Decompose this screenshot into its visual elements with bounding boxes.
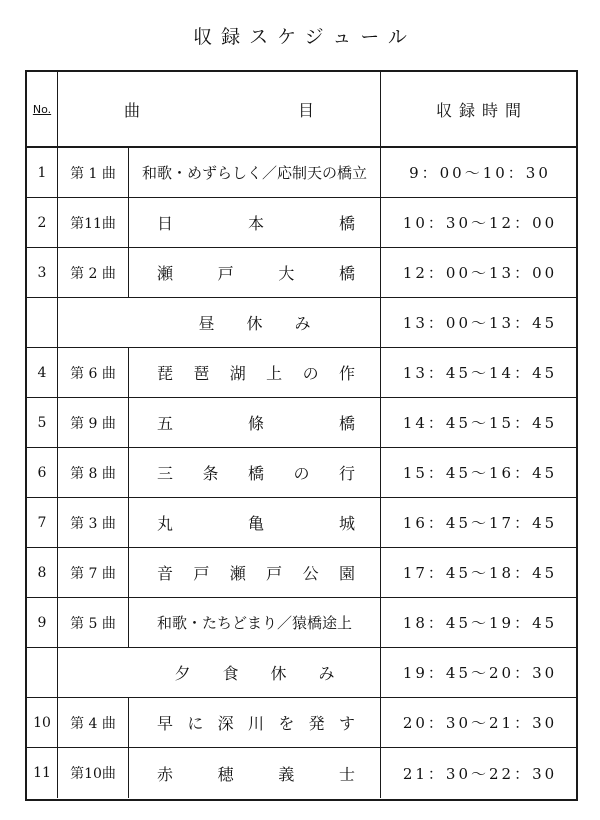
song-title: 音 戸 瀬 戸 公 園 bbox=[129, 548, 381, 597]
table-row bbox=[27, 698, 576, 748]
track-number: 第 6 曲 bbox=[58, 348, 129, 397]
song-title: 琵 琶 湖 上 の 作 bbox=[129, 348, 381, 397]
track-number: 第 3 曲 bbox=[58, 498, 129, 547]
table-body bbox=[27, 148, 576, 798]
break-label: 夕 食 休 み bbox=[129, 648, 381, 697]
row-number: 4 bbox=[27, 348, 58, 397]
header-time: 収録時間 bbox=[435, 100, 528, 120]
table-row bbox=[27, 448, 576, 498]
header-no: No. bbox=[27, 72, 58, 146]
recording-time: 21：30〜22：30 bbox=[402, 764, 558, 783]
break-label: 昼 休 み bbox=[129, 298, 381, 347]
track-number: 第 7 曲 bbox=[58, 548, 129, 597]
recording-time: 18：45〜19：45 bbox=[402, 614, 558, 632]
track-number: 第 9 曲 bbox=[58, 398, 129, 447]
song-title: 瀬 戸 大 橋 bbox=[129, 248, 381, 297]
table-row bbox=[27, 498, 576, 548]
break-row bbox=[27, 648, 576, 698]
row-number: 2 bbox=[27, 198, 58, 247]
track-number: 第10曲 bbox=[58, 748, 129, 798]
recording-time: 14：45〜15：45 bbox=[402, 414, 558, 432]
header-piece-b: 目 bbox=[297, 100, 314, 120]
recording-time: 13：45〜14：45 bbox=[402, 364, 558, 382]
schedule-table bbox=[25, 70, 578, 801]
track-number: 第 1 曲 bbox=[58, 148, 129, 197]
table-row bbox=[27, 398, 576, 448]
header-piece bbox=[58, 72, 381, 146]
table-row bbox=[27, 748, 576, 798]
recording-time: 20：30〜21：30 bbox=[402, 714, 558, 732]
table-row bbox=[27, 548, 576, 598]
row-number: 7 bbox=[27, 498, 58, 547]
page-title: 収録スケジュール bbox=[193, 26, 416, 48]
song-title: 五 條 橋 bbox=[129, 398, 381, 447]
recording-time: 13：00〜13：45 bbox=[402, 314, 558, 332]
table-row bbox=[27, 248, 576, 298]
track-number bbox=[58, 298, 129, 347]
row-number: 5 bbox=[27, 398, 58, 447]
song-title: 早 に 深 川 を 発 す bbox=[129, 698, 381, 747]
table-row bbox=[27, 198, 576, 248]
track-number: 第 8 曲 bbox=[58, 448, 129, 497]
header-piece-a: 曲 bbox=[124, 100, 141, 120]
track-number bbox=[58, 648, 129, 697]
break-row bbox=[27, 298, 576, 348]
track-number: 第 4 曲 bbox=[58, 698, 129, 747]
song-title: 三 条 橋 の 行 bbox=[129, 448, 381, 497]
song-title: 赤 穂 義 士 bbox=[129, 748, 381, 798]
recording-time: 16：45〜17：45 bbox=[402, 514, 558, 532]
recording-time: 17：45〜18：45 bbox=[402, 564, 558, 582]
song-title: 丸 亀 城 bbox=[129, 498, 381, 547]
song-title: 和歌・たちどまり／猿橋途上 bbox=[129, 598, 381, 647]
track-number: 第 2 曲 bbox=[58, 248, 129, 297]
recording-time: 19：45〜20：30 bbox=[402, 664, 558, 682]
track-number: 第 5 曲 bbox=[58, 598, 129, 647]
row-number: 9 bbox=[27, 598, 58, 647]
table-header bbox=[27, 72, 576, 148]
row-number bbox=[27, 298, 58, 347]
recording-time: 10：30〜12：00 bbox=[402, 214, 558, 232]
row-number: 8 bbox=[27, 548, 58, 597]
song-title: 和歌・めずらしく／応制天の橋立 bbox=[129, 148, 381, 197]
row-number: 11 bbox=[27, 748, 58, 798]
song-title: 日 本 橋 bbox=[129, 198, 381, 247]
table-row bbox=[27, 148, 576, 198]
table-row bbox=[27, 348, 576, 398]
track-number: 第11曲 bbox=[58, 198, 129, 247]
table-row bbox=[27, 598, 576, 648]
recording-time: 9：00〜10：30 bbox=[409, 164, 551, 182]
row-number: 6 bbox=[27, 448, 58, 497]
recording-time: 15：45〜16：45 bbox=[402, 464, 558, 482]
recording-time: 12：00〜13：00 bbox=[402, 264, 558, 282]
row-number: 10 bbox=[27, 698, 58, 747]
row-number: 3 bbox=[27, 248, 58, 297]
row-number: 1 bbox=[27, 148, 58, 197]
row-number bbox=[27, 648, 58, 697]
